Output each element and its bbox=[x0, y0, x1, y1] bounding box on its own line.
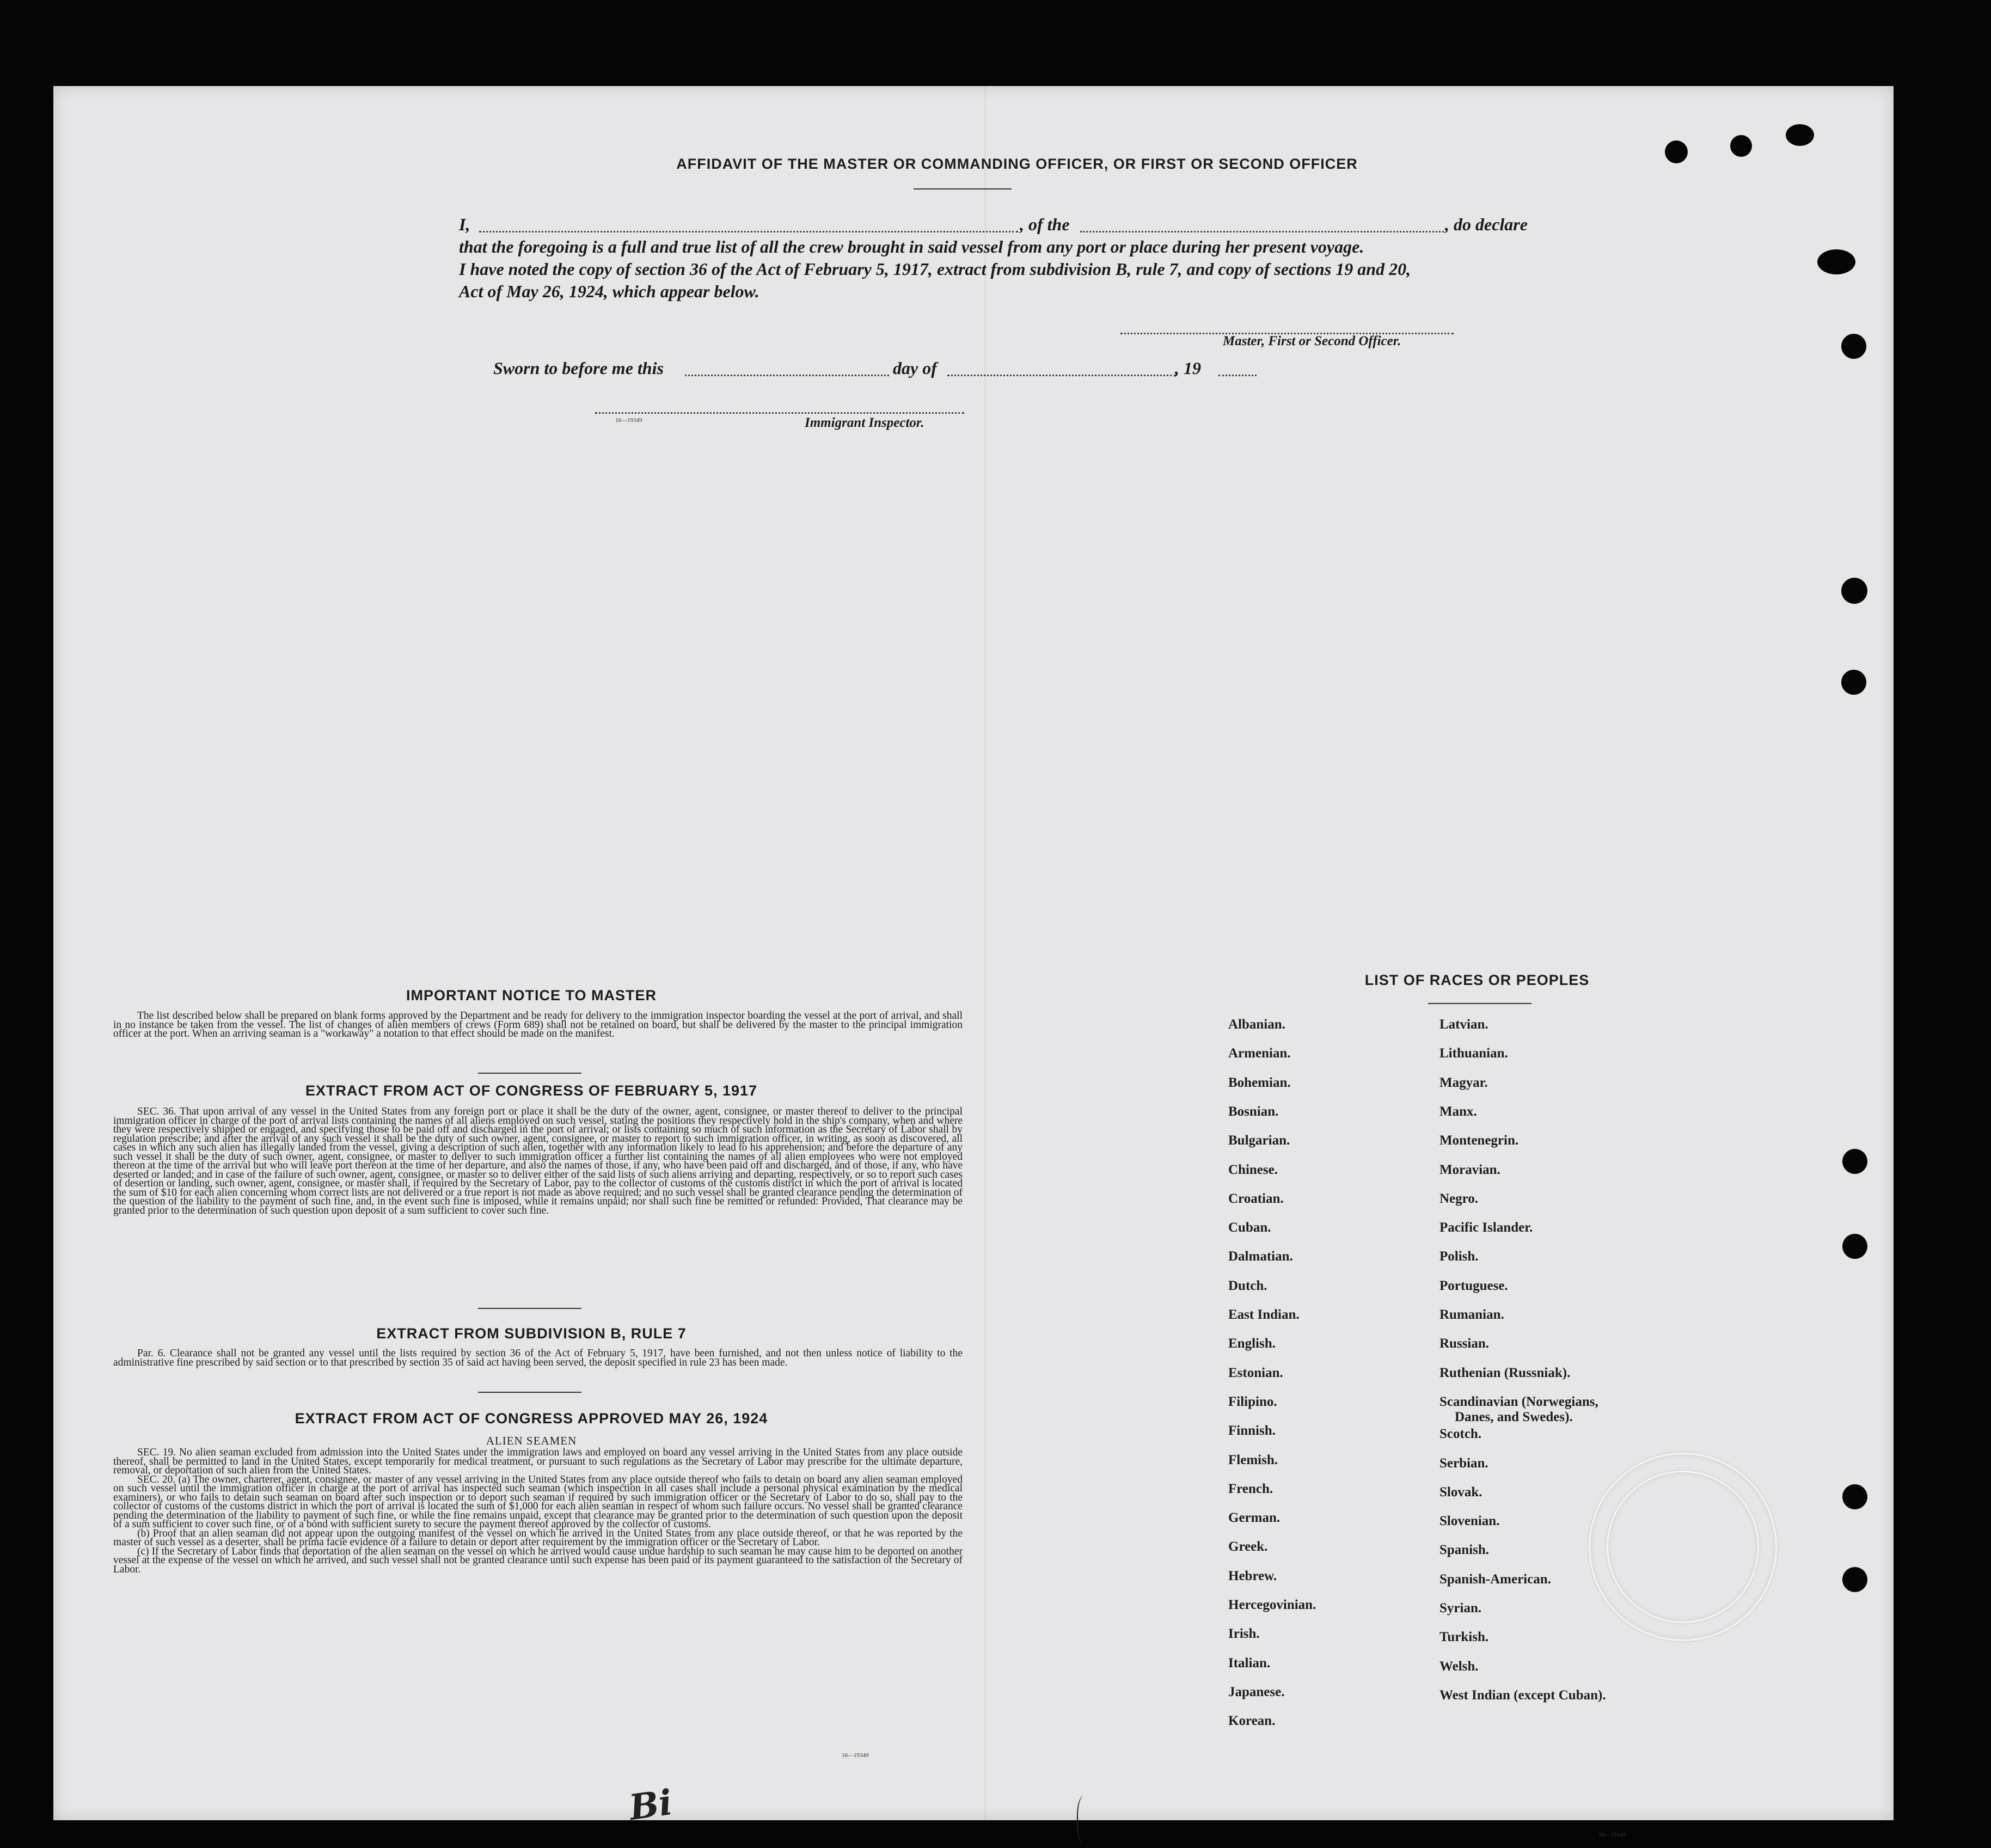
race-item: Rumanian. bbox=[1439, 1307, 1504, 1322]
page-fold bbox=[984, 86, 986, 1820]
affidavit-form-number: 16—19349 bbox=[615, 417, 642, 424]
seal-inner-ring bbox=[1607, 1471, 1759, 1623]
race-item: Serbian. bbox=[1439, 1455, 1488, 1471]
affidavit-title: AFFIDAVIT OF THE MASTER OR COMMANDING OFFICER, OR FIRST OR SECOND OFFICER bbox=[676, 156, 1358, 172]
races-title: LIST OF RACES OR PEOPLES bbox=[1364, 972, 1590, 988]
extract-form-number: 16—19349 bbox=[842, 1752, 869, 1759]
race-item: English. bbox=[1228, 1336, 1276, 1351]
pen-stroke bbox=[1077, 1796, 1094, 1845]
race-item: Dalmatian. bbox=[1228, 1249, 1293, 1264]
race-item: Danes, and Swedes). bbox=[1455, 1409, 1573, 1424]
race-item: Greek. bbox=[1228, 1539, 1268, 1555]
race-item: Magyar. bbox=[1439, 1075, 1488, 1090]
race-item: Italian. bbox=[1228, 1655, 1271, 1670]
subdivision-b-title: EXTRACT FROM SUBDIVISION B, RULE 7 bbox=[376, 1325, 687, 1342]
race-item: Russian. bbox=[1439, 1336, 1490, 1351]
sec-20c-paragraph: (c) If the Secretary of Labor finds that deportation of the alien seaman on the vessel on which he arrived would cause undue hardship to such seaman he may cause him to be deported on another vessel at the expense of the vessel on which he arrived, and such vessel shall not be granted clearance until such expense has been paid or its payment guaranteed to the satisfaction of the Secretary of Labor. bbox=[113, 1545, 963, 1575]
race-item: East Indian. bbox=[1228, 1307, 1300, 1322]
sec-19-paragraph: SEC. 19. No alien seaman excluded from admission into the United States under the immigration laws and employed on board any vessel arriving in the United States from any place outside thereof, shall be permitted to land in the United States, except temporarily for medical treatment, or pursuant to such regulations as the Secretary of Labor may prescribe for the ultimate departure, removal, or deportation of such alien from the United States. bbox=[113, 1447, 963, 1476]
sec-20a-paragraph: SEC. 20. (a) The owner, charterer, agent, consignee, or master of any vessel arriving in the United States from any place outside thereof who fails to detain on board any alien seaman employed on such vessel until the immigration officer in charge at the port of arrival has inspected such seaman (which inspection in all cases shall include a personal physical examination by the medical examiners), or who fails to detain such seaman on board after such inspection or to deport such seaman if required by such immigration officer or the Secretary of Labor to do so, shall pay to the collector of customs of the customs district in which the port of arrival is located the sum of $1,000 for each alien seaman in respect of whom such failure occurs. No vessel shall be granted clearance pending the determination of the liability to payment of such fine, or while the fine remains unpaid, except that clearance may be granted prior to the determination of such question upon the deposit of a sum sufficient to cover such fine, or of a bond with sufficient surety to secure the payment thereof approved by the collector of customs. bbox=[113, 1473, 963, 1530]
punch-hole bbox=[1842, 1484, 1867, 1509]
race-item: French. bbox=[1228, 1481, 1273, 1496]
notice-paragraph: The list described below shall be prepared on blank forms approved by the Department and be ready for delivery to the immigration inspector boarding the vessel at the port of arrival, and shall in no instance be taken from the vessel. The list of changes of alien members of crews (Form 689) shall not be retained on board, but shall be delivered by the master to the principal immigration officer at the port. When an arriving seaman is a "workaway" a notation to that effect should be made on the manifest. bbox=[113, 1010, 963, 1039]
race-item: Moravian. bbox=[1439, 1162, 1500, 1177]
notice-title: IMPORTANT NOTICE TO MASTER bbox=[406, 987, 657, 1003]
race-item: Scotch. bbox=[1439, 1427, 1482, 1442]
subdivision-b-rule bbox=[478, 1392, 581, 1393]
alien-seamen-subtitle: ALIEN SEAMEN bbox=[486, 1434, 577, 1447]
race-item: Bulgarian. bbox=[1228, 1133, 1290, 1148]
race-item: Dutch. bbox=[1228, 1278, 1267, 1293]
affidavit-title-rule bbox=[914, 188, 1012, 189]
race-item: Pacific Islander. bbox=[1439, 1220, 1533, 1235]
affidavit-line-4: Act of May 26, 1924, which appear below. bbox=[459, 282, 759, 301]
race-item: Latvian. bbox=[1439, 1017, 1488, 1032]
affidavit-i-label: I, bbox=[459, 215, 470, 234]
race-item: Montenegrin. bbox=[1439, 1133, 1519, 1148]
race-item: Croatian. bbox=[1228, 1191, 1284, 1206]
day-of-label: day of bbox=[893, 358, 937, 378]
extract-1917-title: EXTRACT FROM ACT OF CONGRESS OF FEBRUARY 5, 1917 bbox=[305, 1082, 758, 1099]
race-item: Finnish. bbox=[1228, 1423, 1276, 1439]
race-item: Turkish. bbox=[1439, 1630, 1489, 1645]
race-item: Polish. bbox=[1439, 1249, 1479, 1264]
sworn-year-line bbox=[1218, 375, 1257, 376]
year-label: , 19 bbox=[1175, 358, 1201, 378]
race-item: German. bbox=[1228, 1510, 1281, 1526]
affidavit-vessel-line bbox=[1080, 231, 1444, 232]
affidavit-do-declare: , do declare bbox=[1445, 215, 1528, 234]
punch-hole bbox=[1842, 1149, 1867, 1174]
race-item: West Indian (except Cuban). bbox=[1439, 1687, 1606, 1703]
race-item: Estonian. bbox=[1228, 1365, 1283, 1380]
race-item: Ruthenian (Russniak). bbox=[1439, 1365, 1571, 1380]
punch-hole bbox=[1841, 334, 1866, 359]
punch-hole bbox=[1730, 135, 1752, 157]
race-item: Portuguese. bbox=[1439, 1278, 1508, 1293]
affidavit-of-the: , of the bbox=[1020, 215, 1070, 234]
race-item: Manx. bbox=[1439, 1104, 1477, 1119]
race-item: Slovak. bbox=[1439, 1484, 1482, 1500]
subdivision-b-body bbox=[113, 1349, 963, 1367]
race-item: Cuban. bbox=[1228, 1220, 1271, 1235]
race-item: Lithuanian. bbox=[1439, 1046, 1508, 1061]
inspector-caption: Immigrant Inspector. bbox=[805, 415, 924, 430]
sworn-label: Sworn to before me this bbox=[493, 358, 664, 378]
race-item: Negro. bbox=[1439, 1191, 1479, 1206]
race-item: Korean. bbox=[1228, 1714, 1276, 1729]
document-sheet bbox=[53, 86, 1894, 1838]
race-item: Scandinavian (Norwegians, bbox=[1439, 1394, 1598, 1409]
extract-1924-body bbox=[113, 1448, 963, 1574]
race-item: Spanish-American. bbox=[1439, 1571, 1551, 1587]
handwritten-mark: Bi bbox=[627, 1782, 675, 1829]
inspector-signature-line bbox=[595, 412, 964, 414]
race-item: Syrian. bbox=[1439, 1601, 1482, 1616]
punch-hole bbox=[1786, 124, 1814, 146]
race-item: Chinese. bbox=[1228, 1162, 1278, 1177]
races-title-rule bbox=[1428, 1003, 1531, 1004]
race-item: Bohemian. bbox=[1228, 1075, 1291, 1090]
race-item: Albanian. bbox=[1228, 1017, 1285, 1032]
race-item: Flemish. bbox=[1228, 1452, 1278, 1467]
extract-1917-body bbox=[113, 1107, 963, 1215]
notice-body bbox=[113, 1012, 963, 1039]
race-item: Irish. bbox=[1228, 1626, 1260, 1642]
race-item: Welsh. bbox=[1439, 1659, 1479, 1674]
extract-1924-title: EXTRACT FROM ACT OF CONGRESS APPROVED MAY 26, 1924 bbox=[295, 1410, 768, 1427]
sworn-month-line bbox=[947, 375, 1176, 376]
affidavit-line-3: I have noted the copy of section 36 of the Act of February 5, 1917, extract from subdivision B, rule 7, and copy of sections 19 and 20, bbox=[459, 259, 1411, 279]
sworn-day-line bbox=[685, 375, 889, 376]
extract-1917-rule bbox=[478, 1308, 581, 1309]
punch-hole bbox=[1817, 249, 1855, 274]
punch-hole bbox=[1841, 670, 1866, 695]
race-item: Filipino. bbox=[1228, 1394, 1277, 1409]
sec-36-paragraph: SEC. 36. That upon arrival of any vessel in the United States from any foreign port or place it shall be the duty of the owner, agent, consignee, or master thereof to deliver to the principal immigration officer in charge of the port of arrival lists containing the names of all aliens employed on such vessel, stating the positions they respectively hold in the ship's company, when and where they were respectively shipped or engaged, and specifying those to be paid off and discharged in the port of arrival; or lists containing so much of such information as the Secretary of Labor shall by regulation prescribe; and after the arrival of any such vessel it shall be the duty of such owner, agent, consignee, or master to report to such immigration officer, in writing, as soon as discovered, all cases in which any such alien has illegally landed from the vessel, giving a description of such alien, together with any information likely to lead to his apprehension; and before the departure of any such vessel it shall be the duty of such owner, agent, consignee, or master to deliver to such immigration officer a further list containing the names of all alien employees who were not employed thereon at the time of the arrival but who will leave port thereon at the time of her departure, and also the names of those, if any, who have been paid off and discharged, and of those, if any, who have deserted or landed; and in case of the failure of such owner, agent, consignee, or master so to deliver either of the said lists of such aliens arriving and departing, respectively, or so to report such cases of desertion or landing, such owner, agent, consignee, or master shall, if required by the Secretary of Labor, pay to the collector of customs of the customs district in which the port of arrival is located the sum of $10 for each alien concerning whom correct lists are not delivered or a true report is not made as above required; and no such vessel shall be granted clearance pending the determination of the question of the liability to the payment of such fine, and, in the event such fine is imposed, while it remains unpaid; nor shall such fine be remitted or refunded: Provided, That clearance may be granted prior to the determination of such question upon deposit of a sum sufficient to cover such fine. bbox=[113, 1106, 963, 1216]
master-caption: Master, First or Second Officer. bbox=[1223, 334, 1401, 348]
affidavit-line-2: that the foregoing is a full and true list of all the crew brought in said vessel from any port or place during her present voyage. bbox=[459, 237, 1364, 256]
punch-hole bbox=[1842, 1567, 1867, 1592]
par-6-paragraph: Par. 6. Clearance shall not be granted any vessel until the lists required by section 36 of the Act of February 5, 1917, have been furnished, and not then unless notice of liability to the administrative fine prescribed by said section or to that prescribed by section 35 of said act having been served, the deposit specified in rule 23 has been made. bbox=[113, 1348, 963, 1368]
race-item: Bosnian. bbox=[1228, 1104, 1279, 1119]
affidavit-name-line bbox=[479, 231, 1018, 232]
race-item: Spanish. bbox=[1439, 1543, 1490, 1558]
embossed-seal bbox=[1589, 1453, 1777, 1641]
notice-rule bbox=[478, 1073, 581, 1074]
race-item: Slovenian. bbox=[1439, 1514, 1500, 1529]
race-item: Japanese. bbox=[1228, 1684, 1285, 1699]
punch-hole bbox=[1841, 578, 1867, 604]
sec-20b-paragraph: (b) Proof that an alien seaman did not appear upon the outgoing manifest of the vessel on which he arrived in the United States from any place outside thereof, or that he was reported by the master of such vessel as a deserter, shall be prima facie evidence of a failure to detain or deport after requirement by the immigration officer or the Secretary of Labor. bbox=[113, 1527, 963, 1548]
race-item: Hebrew. bbox=[1228, 1568, 1277, 1583]
punch-hole bbox=[1842, 1234, 1867, 1259]
race-item: Armenian. bbox=[1228, 1046, 1291, 1061]
race-item: Hercegovinian. bbox=[1228, 1598, 1316, 1612]
races-form-number: 16—19349 bbox=[1598, 1832, 1626, 1838]
punch-hole bbox=[1665, 140, 1688, 163]
